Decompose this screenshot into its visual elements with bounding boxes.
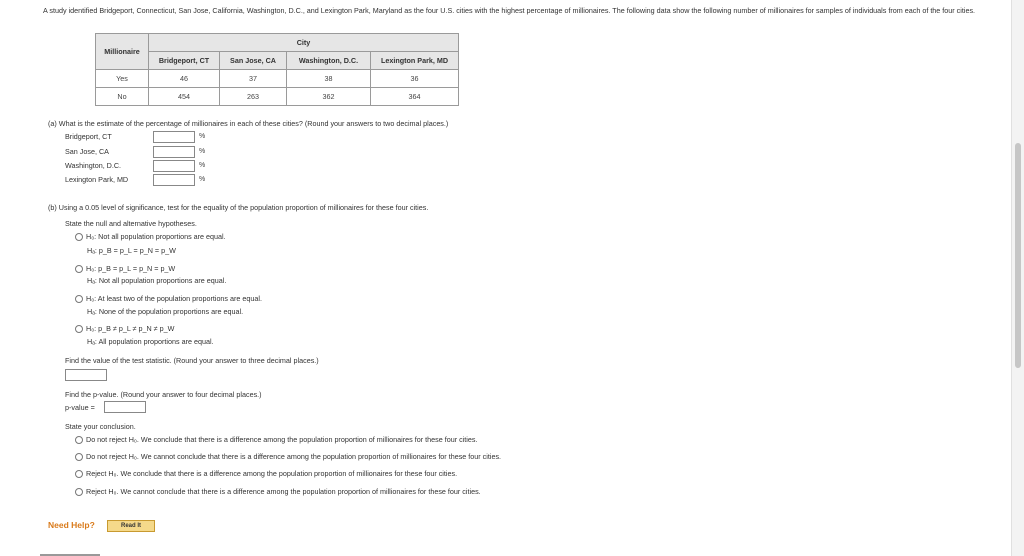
conclusion-option-3[interactable]: Reject H₀. We conclude that there is a difference among the population proportion of millionaires for these four cities.	[75, 469, 457, 478]
hypothesis-option-1[interactable]: H₀: Not all population proportions are equal.	[75, 232, 226, 241]
percent-unit: %	[199, 162, 206, 169]
cell: 454	[149, 88, 220, 106]
hypotheses-prompt: State the null and alternative hypotheses.	[65, 219, 197, 228]
need-help-label: Need Help?	[48, 520, 95, 530]
col-header: Lexington Park, MD	[371, 52, 459, 70]
hypothesis-alt: Hₐ: All population proportions are equal.	[87, 337, 214, 346]
san-jose-percent-input[interactable]	[153, 146, 195, 158]
radio-button[interactable]	[75, 325, 83, 333]
part-b-prompt: (b) Using a 0.05 level of significance, test for the equality of the population proportion of millionaires for these four cities.	[48, 203, 429, 212]
cell: 364	[371, 88, 459, 106]
percent-unit: %	[199, 148, 206, 155]
conclusion-option-2[interactable]: Do not reject H₀. We cannot conclude that there is a difference among the population proportion of millionaires for these four cities.	[75, 452, 501, 461]
col-header: San Jose, CA	[220, 52, 287, 70]
pvalue-label: p-value =	[65, 403, 95, 412]
hypothesis-option-2[interactable]: H₀: p_B = p_L = p_N = p_W	[75, 264, 175, 273]
part-a-prompt: (a) What is the estimate of the percentage of millionaires in each of these cities? (Round your answers to two decimal places.)	[48, 119, 449, 128]
radio-button[interactable]	[75, 233, 83, 241]
radio-button[interactable]	[75, 488, 83, 496]
radio-button[interactable]	[75, 436, 83, 444]
col-header: Bridgeport, CT	[149, 52, 220, 70]
conclusion-option-1[interactable]: Do not reject H₀. We conclude that there is a difference among the population proportion of millionaires for these four cities.	[75, 435, 477, 444]
cell: 37	[220, 70, 287, 88]
test-statistic-input[interactable]	[65, 369, 107, 381]
percent-unit: %	[199, 133, 206, 140]
intro-text: A study identified Bridgeport, Connecticut, San Jose, California, Washington, D.C., and Lexington Park, Maryland as the four U.S. cities with the highest percentage of millionaires. The following data show the following number of millionaires for samples of individuals from each of the four cities.	[43, 6, 976, 15]
cell: 38	[287, 70, 371, 88]
col-header: Washington, D.C.	[287, 52, 371, 70]
millionaire-table	[95, 33, 459, 106]
conclusion-option-4[interactable]: Reject H₀. We cannot conclude that there is a difference among the population proportion of millionaires for these four cities.	[75, 487, 481, 496]
scroll-thumb[interactable]	[1015, 143, 1021, 368]
cell: 263	[220, 88, 287, 106]
scrollbar[interactable]	[1011, 0, 1024, 556]
city-label: Lexington Park, MD	[65, 175, 129, 184]
row-label: No	[96, 88, 149, 106]
radio-button[interactable]	[75, 453, 83, 461]
city-label: Washington, D.C.	[65, 161, 122, 170]
table-row	[96, 70, 459, 88]
group-header: City	[149, 34, 459, 52]
cell: 362	[287, 88, 371, 106]
city-label: Bridgeport, CT	[65, 132, 112, 141]
hypothesis-option-4[interactable]: H₀: p_B ≠ p_L ≠ p_N ≠ p_W	[75, 324, 174, 333]
conclusion-prompt: State your conclusion.	[65, 422, 136, 431]
city-label: San Jose, CA	[65, 147, 109, 156]
test-stat-prompt: Find the value of the test statistic. (Round your answer to three decimal places.)	[65, 356, 319, 365]
cell: 36	[371, 70, 459, 88]
pvalue-prompt: Find the p-value. (Round your answer to four decimal places.)	[65, 390, 262, 399]
hypothesis-alt: Hₐ: Not all population proportions are equal.	[87, 276, 227, 285]
pvalue-input[interactable]	[104, 401, 146, 413]
radio-button[interactable]	[75, 265, 83, 273]
radio-button[interactable]	[75, 470, 83, 478]
hypothesis-option-3[interactable]: H₀: At least two of the population proportions are equal.	[75, 294, 262, 303]
bridgeport-percent-input[interactable]	[153, 131, 195, 143]
cell: 46	[149, 70, 220, 88]
lexington-percent-input[interactable]	[153, 174, 195, 186]
row-label: Yes	[96, 70, 149, 88]
table-row	[96, 88, 459, 106]
hypothesis-alt: Hₐ: None of the population proportions are equal.	[87, 307, 244, 316]
row-header: Millionaire	[96, 34, 149, 70]
radio-button[interactable]	[75, 295, 83, 303]
washington-percent-input[interactable]	[153, 160, 195, 172]
hypothesis-alt: Hₐ: p_B = p_L = p_N = p_W	[87, 246, 176, 255]
read-it-button[interactable]: Read It	[107, 520, 155, 532]
percent-unit: %	[199, 176, 206, 183]
